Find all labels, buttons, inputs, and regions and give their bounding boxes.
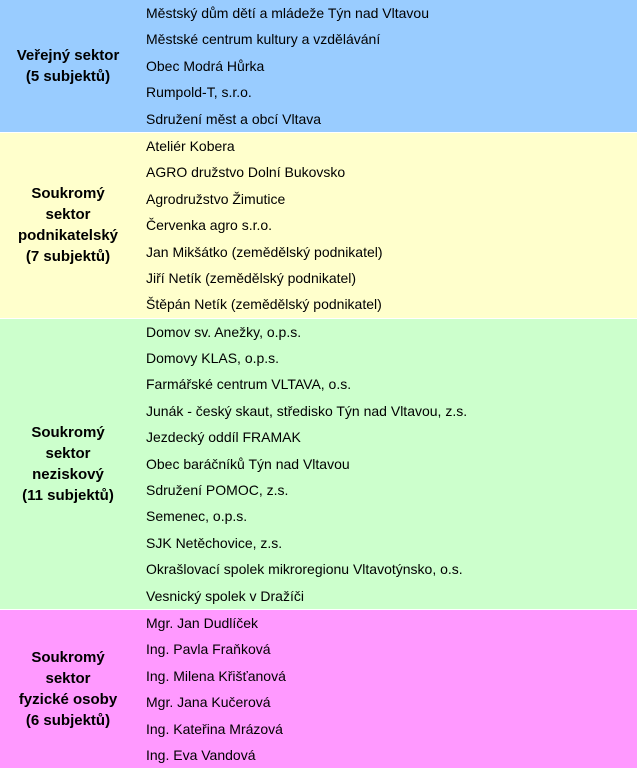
sector-label-line: podnikatelský (17, 227, 119, 245)
sector-label-line: Soukromý (31, 185, 105, 203)
sector-label-line: Veřejný sektor (16, 46, 120, 64)
sector-label-line: (6 subjektů) (25, 712, 111, 730)
sector-label-line: neziskový (32, 465, 104, 483)
sector-label-line: sektor (45, 444, 91, 462)
sector-row-neziskovy (0, 318, 637, 609)
sector-row-verejny (0, 0, 637, 132)
sector-members-verejny (136, 0, 637, 132)
member-item: Vesnický spolek v Dražíči (146, 587, 304, 604)
sector-label-line: fyzické osoby (18, 691, 118, 709)
member-item: Mgr. Jana Kučerová (146, 694, 271, 711)
member-item: Sdružení měst a obcí Vltava (146, 110, 322, 127)
sector-members-podnikatelsky (136, 132, 637, 318)
member-item: Obec baráčníků Týn nad Vltavou (146, 455, 350, 472)
sector-label-line: sektor (45, 670, 91, 688)
member-item: Okrašlovací spolek mikroregionu Vltavotýnsko, o.s. (146, 561, 463, 578)
sector-row-fyzicke-osoby (0, 609, 637, 768)
member-item: Domov sv. Anežky, o.p.s. (146, 323, 302, 340)
sector-label-line: Soukromý (31, 649, 105, 667)
member-item: Mgr. Jan Dudlíček (146, 614, 259, 631)
sector-label-neziskovy (0, 318, 136, 609)
member-item: Ateliér Kobera (146, 137, 235, 154)
member-item: Rumpold-T, s.r.o. (146, 84, 252, 101)
member-item: AGRO družstvo Dolní Bukovsko (146, 164, 346, 181)
sector-members-neziskovy (136, 318, 637, 609)
sector-label-line: (11 subjektů) (22, 486, 114, 504)
member-item: Jiří Netík (zemědělský podnikatel) (146, 269, 357, 286)
sector-members-fyzicke-osoby (136, 609, 637, 768)
member-item: Domovy KLAS, o.p.s. (146, 350, 280, 367)
member-item: Farmářské centrum VLTAVA, o.s. (146, 376, 352, 393)
member-item: Ing. Milena Křišťanová (146, 667, 286, 684)
member-item: Ing. Eva Vandová (146, 746, 256, 763)
member-item: Štěpán Netík (zemědělský podnikatel) (146, 296, 382, 313)
member-item: Agrodružstvo Žimutice (146, 190, 286, 207)
member-item: Semenec, o.p.s. (146, 508, 248, 525)
sector-row-podnikatelsky (0, 132, 637, 318)
member-item: Sdružení POMOC, z.s. (146, 482, 289, 499)
member-item: Červenka agro s.r.o. (146, 217, 273, 234)
sector-label-line: (5 subjektů) (25, 67, 111, 85)
member-item: Ing. Kateřina Mrázová (146, 720, 283, 737)
sector-label-line: sektor (45, 206, 91, 224)
member-item: Jan Mikšátko (zemědělský podnikatel) (146, 243, 383, 260)
member-item: Ing. Pavla Fraňková (146, 641, 271, 658)
member-item: SJK Netěchovice, z.s. (146, 534, 283, 551)
sector-label-line: (7 subjektů) (25, 248, 111, 266)
member-item: Jezdecký oddíl FRAMAK (146, 429, 301, 446)
member-item: Junák - český skaut, středisko Týn nad Vltavou, z.s. (146, 402, 468, 419)
sector-label-podnikatelsky (0, 132, 136, 318)
sector-label-fyzicke-osoby (0, 609, 136, 768)
sector-label-verejny (0, 0, 136, 132)
member-item: Městský dům dětí a mládeže Týn nad Vltavou (146, 5, 429, 21)
member-item: Městské centrum kultury a vzdělávání (146, 31, 381, 48)
member-item: Obec Modrá Hůrka (146, 57, 265, 74)
sector-label-line: Soukromý (31, 423, 105, 441)
